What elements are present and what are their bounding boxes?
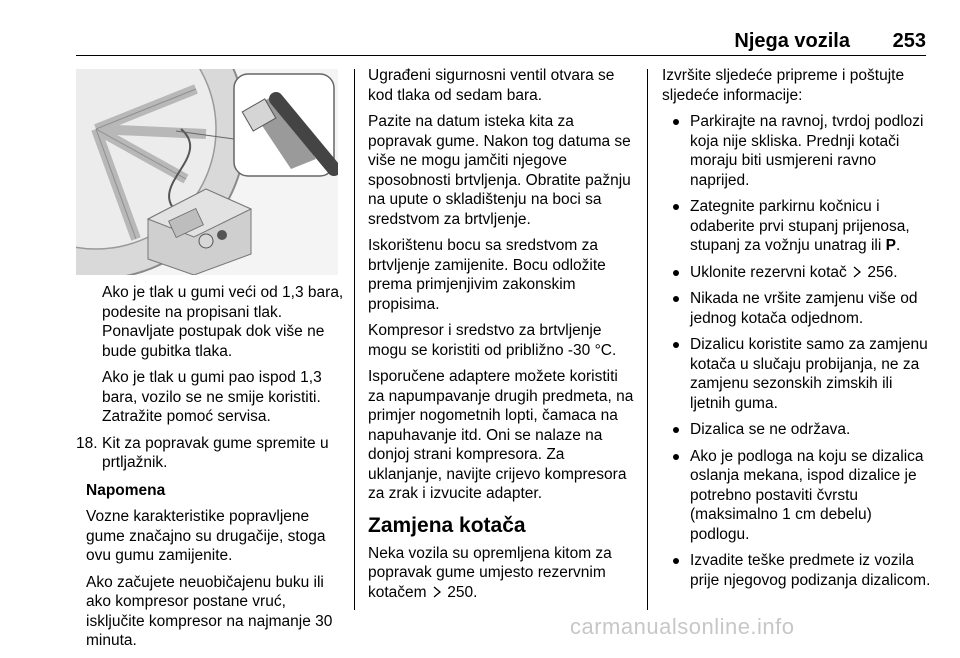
column-divider-1 [354,69,355,610]
list-item-text: Parkirajte na ravnoj, tvrdoj podlozi koja nije skliska. Prednji kotači moraju biti usmjereni ravno naprijed. [690,113,924,189]
paragraph: Ugrađeni sigurnosni ventil otvara se kod tlaka od sedam bara. [368,67,615,104]
bullet-list [662,112,932,590]
header-divider [76,55,926,56]
page-reference[interactable]: 256. [867,263,898,281]
paragraph: Ako je tlak u gumi veći od 1,3 bara, podesite na propisani tlak. Ponavljate postupak dok više ne bude gubitka tlaka. [102,284,344,360]
page-reference-icon [431,586,443,598]
page-number: 253 [892,30,926,52]
list-item-text: Nikada ne vršite zamjenu više od jednog kotača odjednom. [690,290,918,327]
list-item-text: Dizalica se ne održava. [690,421,851,438]
bullet-icon [673,454,679,460]
paragraph: Iskorištenu bocu sa sredstvom za brtvljenje zamijenite. Bocu odložite prema primjenjivim zakonskim propisima. [368,237,606,313]
note-block [76,481,346,651]
column-right [662,66,932,597]
list-item [662,197,932,256]
bullet-icon [673,342,679,348]
note-text: Vozne karakteristike popravljene gume značajno su drugačije, stoga ovu gumu zamijenite. [86,508,326,564]
list-item [662,420,932,440]
paragraph: Izvršite sljedeće pripreme i poštujte sljedeće informacije: [662,67,905,104]
list-item-text: . [895,237,901,254]
tyre-compressor-illustration [76,69,338,275]
list-item [662,289,932,328]
list-item [662,335,932,413]
column-left [76,283,346,658]
bullet-icon [673,296,679,302]
section-heading: Zamjena kotača [368,513,526,537]
bullet-icon [673,558,679,564]
step-text: Kit za popravak gume spremite u prtljažnik. [102,434,329,471]
paragraph: Pazite na datum isteka kita za popravak gume. Nakon tog datuma se više ne mogu jamčiti njegove sposobnosti brtvljenja. Obratite pažnju na upute o skladištenju na boci sa sredstvom za brtvljenje. [368,113,631,228]
paragraph: Kompresor i sredstvo za brtvljenje mogu se koristiti od približno -30 °C. [368,322,617,359]
paragraph [368,544,638,603]
bullet-icon [673,427,679,433]
list-item-text: Izvadite teške predmete iz vozila prije njegovog podizanja dizalicom. [690,552,931,589]
paragraph: Ako je tlak u gumi pao ispod 1,3 bara, vozilo se ne smije koristiti. Zatražite pomoć servisa. [102,369,322,425]
list-item-text: Ako je podloga na koju se dizalica oslanja mekana, ispod dizalice je potrebno postaviti čvrstu (maksimalno 1 cm debelu) podlogu. [690,447,924,543]
bullet-icon [673,204,679,210]
list-item [662,447,932,545]
page-reference[interactable]: 250. [447,583,478,601]
note-text: Ako začujete neuobičajenu buku ili ako kompresor postane vruć, isključite kompresor na najmanje 30 minuta. [86,573,333,649]
paragraph: Isporučene adaptere možete koristiti za napumpavanje drugih predmeta, na primjer nogometnih lopti, čamaca na napuhavanje itd. Oni se nalaze na donjoj strani kompresora. Za uklanjanje, navijte crijevo kompresora za zrak i izvucite adapter. [368,368,634,502]
list-item [662,112,932,190]
bullet-icon [673,270,679,276]
page-reference-icon [851,266,863,278]
list-item-text: Uklonite rezervni kotač [690,263,847,281]
list-item-text: Dizalicu koristite samo za zamjenu kotača u slučaju probijanja, ne za zamjenu sezonskih zimskih ili ljetnih guma. [690,336,928,412]
list-item-text: Zategnite parkirnu kočnicu i odaberite prvi stupanj prijenosa, stupanj za vožnju unatrag ili [690,198,910,254]
column-middle [368,66,638,609]
bullet-icon [673,119,679,125]
page-title: Njega vozila [734,30,850,52]
watermark: carmanualsonline.info [570,614,795,639]
step-number: 18. [76,434,98,452]
list-item [662,263,932,283]
list-item [662,551,932,590]
note-title: Napomena [86,481,166,499]
step-item [76,434,346,473]
gear-position-label: P [885,237,896,254]
column-divider-2 [647,69,648,610]
section-text: Neka vozila su opremljena kitom za popravak gume umjesto rezervnim kotačem [368,544,612,601]
